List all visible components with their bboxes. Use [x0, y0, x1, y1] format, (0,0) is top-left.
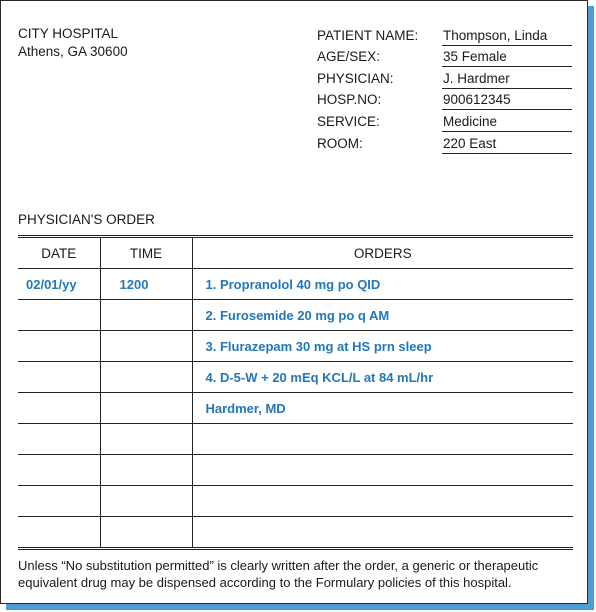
table-row [18, 424, 573, 455]
hospital-address: Athens, GA 30600 [18, 44, 128, 59]
table-row [18, 269, 573, 300]
table-row [18, 300, 573, 331]
formulary-footnote: Unless “No substitution permitted” is clearly written after the order, a generic or therapeutic equivalent drug may be dispensed according to the Formulary policies of this hospital. [18, 558, 539, 590]
time-cell [100, 300, 192, 331]
hosp-no-row [317, 89, 572, 111]
time-column-header: TIME [100, 237, 192, 269]
service-row [317, 110, 572, 132]
date-cell [18, 517, 100, 549]
date-cell: 02/01/yy [18, 269, 100, 300]
hospital-name: CITY HOSPITAL [18, 26, 119, 41]
hosp-no-label: HOSP.NO: [317, 92, 382, 108]
time-cell [100, 517, 192, 549]
patient-name-value: Thompson, Linda [442, 28, 572, 46]
order-cell [192, 455, 573, 486]
patient-name-row [317, 24, 572, 46]
table-row [18, 331, 573, 362]
order-cell: 3. Flurazepam 30 mg at HS prn sleep [192, 331, 573, 362]
time-cell [100, 455, 192, 486]
room-row [317, 132, 572, 154]
time-cell [100, 486, 192, 517]
order-cell: Hardmer, MD [192, 393, 573, 424]
order-cell: 4. D-5-W + 20 mEq KCL/L at 84 mL/hr [192, 362, 573, 393]
order-cell [192, 424, 573, 455]
orders-table [18, 235, 573, 550]
date-cell [18, 300, 100, 331]
table-row [18, 455, 573, 486]
date-cell [18, 455, 100, 486]
date-cell [18, 424, 100, 455]
age-sex-row [317, 46, 572, 68]
date-cell [18, 393, 100, 424]
order-cell: 1. Propranolol 40 mg po QID [192, 269, 573, 300]
time-cell [100, 331, 192, 362]
age-sex-value: 35 Female [442, 49, 572, 67]
service-label: SERVICE: [317, 113, 380, 129]
physician-order-heading: PHYSICIAN'S ORDER [18, 212, 155, 227]
table-row [18, 362, 573, 393]
hosp-no-value: 900612345 [442, 92, 572, 110]
age-sex-label: AGE/SEX: [317, 49, 381, 65]
order-cell: 2. Furosemide 20 mg po q AM [192, 300, 573, 331]
room-value: 220 East [442, 136, 572, 154]
date-column-header: DATE [18, 237, 100, 269]
date-cell [18, 331, 100, 362]
table-row [18, 486, 573, 517]
date-cell [18, 362, 100, 393]
time-cell [100, 393, 192, 424]
patient-info [317, 24, 572, 154]
service-value: Medicine [442, 114, 572, 132]
time-cell [100, 362, 192, 393]
table-row [18, 393, 573, 424]
table-row [18, 517, 573, 549]
physician-label: PHYSICIAN: [317, 70, 394, 86]
physician-row [317, 67, 572, 89]
patient-name-label: PATIENT NAME: [317, 27, 419, 43]
time-cell [100, 424, 192, 455]
time-cell: 1200 [100, 269, 192, 300]
hospital-header [18, 25, 128, 61]
physician-value: J. Hardmer [442, 71, 572, 89]
order-cell [192, 517, 573, 549]
orders-column-header: ORDERS [192, 237, 573, 269]
date-cell [18, 486, 100, 517]
order-cell [192, 486, 573, 517]
table-header-row [18, 237, 573, 269]
room-label: ROOM: [317, 135, 363, 151]
